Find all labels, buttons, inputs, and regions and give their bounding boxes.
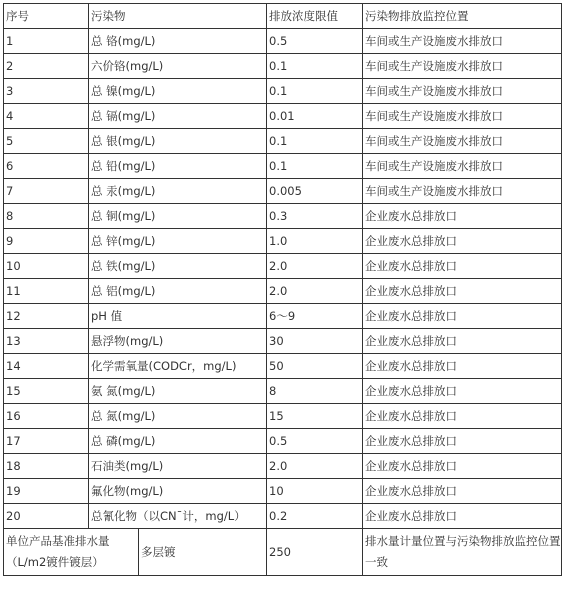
- table-row: [4, 354, 562, 379]
- table-body: [4, 4, 562, 576]
- row-serial: 10: [4, 254, 89, 279]
- row-serial: 14: [4, 354, 89, 379]
- row-serial: 4: [4, 104, 89, 129]
- footer-location: 排水量计量位置与污染物排放监控位置一致: [363, 529, 562, 576]
- row-location: 车间或生产设施废水排放口: [363, 54, 562, 79]
- row-limit: 2.0: [267, 454, 363, 479]
- row-serial: 11: [4, 279, 89, 304]
- table-row: [4, 204, 562, 229]
- row-serial: 18: [4, 454, 89, 479]
- row-pollutant: 总 镍(mg/L): [89, 79, 267, 104]
- row-limit: 0.005: [267, 179, 363, 204]
- row-limit: 0.1: [267, 79, 363, 104]
- row-limit: 0.5: [267, 429, 363, 454]
- row-limit: 8: [267, 379, 363, 404]
- table-row: [4, 79, 562, 104]
- row-pollutant: 氟化物(mg/L): [89, 479, 267, 504]
- row-location: 企业废水总排放口: [363, 504, 562, 529]
- row-pollutant: 总 氮(mg/L): [89, 404, 267, 429]
- row-location: 车间或生产设施废水排放口: [363, 129, 562, 154]
- table-row: [4, 504, 562, 529]
- row-pollutant: 总 铬(mg/L): [89, 29, 267, 54]
- row-pollutant: 化学需氧量(CODCr，mg/L): [89, 354, 267, 379]
- table-row: [4, 29, 562, 54]
- row-pollutant: pH 值: [89, 304, 267, 329]
- table-row: [4, 429, 562, 454]
- table-row: [4, 329, 562, 354]
- row-serial: 16: [4, 404, 89, 429]
- table-row: [4, 154, 562, 179]
- row-pollutant: 氨 氮(mg/L): [89, 379, 267, 404]
- row-location: 车间或生产设施废水排放口: [363, 29, 562, 54]
- row-pollutant: 总氰化物（以CN¯计，mg/L）: [89, 504, 267, 529]
- table-row: [4, 404, 562, 429]
- table-row: [4, 279, 562, 304]
- row-location: 企业废水总排放口: [363, 254, 562, 279]
- row-pollutant: 总 铝(mg/L): [89, 279, 267, 304]
- row-limit: 0.2: [267, 504, 363, 529]
- row-pollutant: 石油类(mg/L): [89, 454, 267, 479]
- row-location: 企业废水总排放口: [363, 429, 562, 454]
- row-limit: 1.0: [267, 229, 363, 254]
- table-row: [4, 304, 562, 329]
- row-serial: 2: [4, 54, 89, 79]
- row-limit: 15: [267, 404, 363, 429]
- row-limit: 0.3: [267, 204, 363, 229]
- row-limit: 2.0: [267, 254, 363, 279]
- row-location: 企业废水总排放口: [363, 204, 562, 229]
- pollutant-limits-table: [3, 3, 562, 576]
- footer-row: [4, 529, 562, 576]
- pollutant-limits-page: [3, 3, 562, 576]
- footer-label: 单位产品基准排水量（L/m2镀件镀层）: [4, 529, 139, 576]
- row-serial: 6: [4, 154, 89, 179]
- row-limit: 30: [267, 329, 363, 354]
- header-serial: 序号: [4, 4, 89, 29]
- row-location: 企业废水总排放口: [363, 329, 562, 354]
- header-pollutant: 污染物: [89, 4, 267, 29]
- row-location: 企业废水总排放口: [363, 479, 562, 504]
- row-location: 企业废水总排放口: [363, 454, 562, 479]
- table-row: [4, 54, 562, 79]
- row-limit: 0.1: [267, 129, 363, 154]
- table-row: [4, 254, 562, 279]
- table-row: [4, 229, 562, 254]
- row-pollutant: 总 铁(mg/L): [89, 254, 267, 279]
- row-serial: 7: [4, 179, 89, 204]
- header-row: [4, 4, 562, 29]
- header-limit: 排放浓度限值: [267, 4, 363, 29]
- table-row: [4, 129, 562, 154]
- row-pollutant: 总 银(mg/L): [89, 129, 267, 154]
- row-location: 企业废水总排放口: [363, 279, 562, 304]
- row-limit: 0.1: [267, 154, 363, 179]
- row-limit: 10: [267, 479, 363, 504]
- row-serial: 20: [4, 504, 89, 529]
- row-location: 企业废水总排放口: [363, 229, 562, 254]
- row-serial: 9: [4, 229, 89, 254]
- row-serial: 8: [4, 204, 89, 229]
- row-limit: 2.0: [267, 279, 363, 304]
- row-location: 车间或生产设施废水排放口: [363, 154, 562, 179]
- row-location: 车间或生产设施废水排放口: [363, 79, 562, 104]
- row-limit: 0.5: [267, 29, 363, 54]
- row-serial: 3: [4, 79, 89, 104]
- row-location: 企业废水总排放口: [363, 354, 562, 379]
- row-serial: 5: [4, 129, 89, 154]
- row-serial: 12: [4, 304, 89, 329]
- row-pollutant: 总 铜(mg/L): [89, 204, 267, 229]
- footer-value: 250: [267, 529, 363, 576]
- row-limit: 6～9: [267, 304, 363, 329]
- table-row: [4, 454, 562, 479]
- row-pollutant: 总 镉(mg/L): [89, 104, 267, 129]
- row-pollutant: 悬浮物(mg/L): [89, 329, 267, 354]
- row-pollutant: 总 铅(mg/L): [89, 154, 267, 179]
- row-location: 企业废水总排放口: [363, 304, 562, 329]
- footer-category: 多层镀: [139, 529, 267, 576]
- row-pollutant: 总 磷(mg/L): [89, 429, 267, 454]
- table-row: [4, 379, 562, 404]
- row-limit: 0.1: [267, 54, 363, 79]
- row-serial: 19: [4, 479, 89, 504]
- row-limit: 0.01: [267, 104, 363, 129]
- row-pollutant: 总 汞(mg/L): [89, 179, 267, 204]
- row-pollutant: 总 锌(mg/L): [89, 229, 267, 254]
- header-location: 污染物排放监控位置: [363, 4, 562, 29]
- row-limit: 50: [267, 354, 363, 379]
- row-location: 车间或生产设施废水排放口: [363, 179, 562, 204]
- row-location: 企业废水总排放口: [363, 379, 562, 404]
- table-row: [4, 104, 562, 129]
- row-serial: 15: [4, 379, 89, 404]
- row-pollutant: 六价铬(mg/L): [89, 54, 267, 79]
- row-location: 车间或生产设施废水排放口: [363, 104, 562, 129]
- table-row: [4, 179, 562, 204]
- row-serial: 13: [4, 329, 89, 354]
- row-serial: 17: [4, 429, 89, 454]
- table-row: [4, 479, 562, 504]
- row-serial: 1: [4, 29, 89, 54]
- row-location: 企业废水总排放口: [363, 404, 562, 429]
